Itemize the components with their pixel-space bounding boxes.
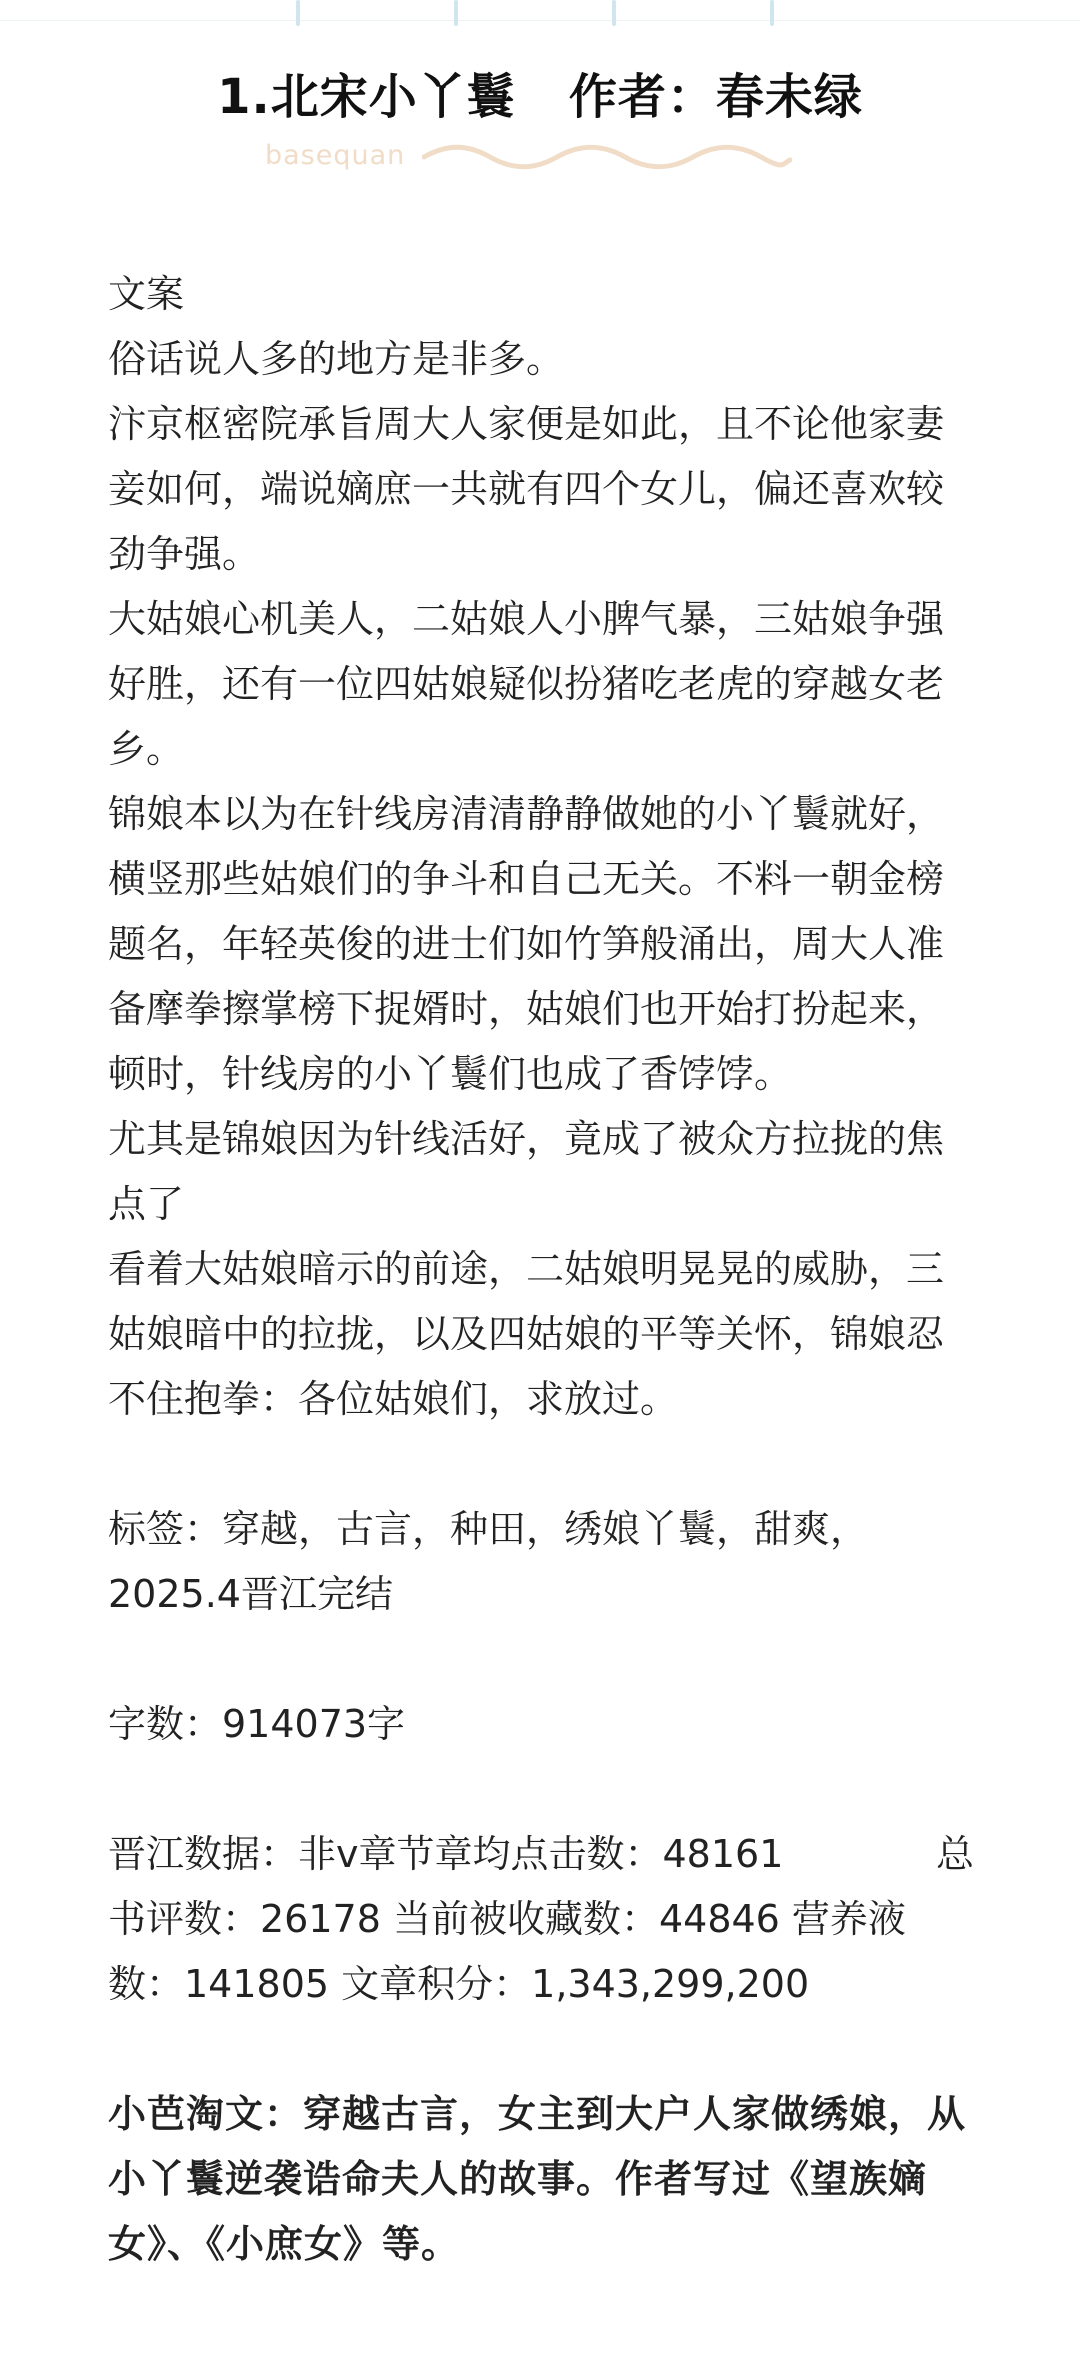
paragraph: 俗话说人多的地方是非多。 bbox=[108, 337, 565, 381]
stats-line bbox=[108, 1822, 974, 1887]
article-body bbox=[108, 262, 974, 2277]
section-label: 文案 bbox=[108, 272, 185, 316]
divider-tick bbox=[612, 0, 616, 26]
paragraph: 尤其是锦娘因为针线活好，竟成了被众方拉拢的焦点了 bbox=[108, 1117, 945, 1226]
top-divider bbox=[0, 0, 1080, 21]
stats-line: 书评数：26178 当前被收藏数：44846 营养液 bbox=[108, 1897, 906, 1941]
divider-tick bbox=[770, 0, 774, 26]
wave-decoration-icon bbox=[422, 142, 792, 172]
stats-text: 总 bbox=[935, 1832, 974, 1876]
review-text: 小芭淘文：穿越古言，女主到大户人家做绣娘，从小丫鬟逆袭诰命夫人的故事。作者写过《望族嫡女》、《小庶女》等。 bbox=[108, 2092, 967, 2266]
paragraph: 看着大姑娘暗示的前途，二姑娘明晃晃的威胁，三姑娘暗中的拉拢，以及四姑娘的平等关怀，锦娘忍不住抱拳：各位姑娘们，求放过。 bbox=[108, 1247, 945, 1421]
divider-tick bbox=[296, 0, 300, 26]
divider-tick bbox=[454, 0, 458, 26]
page-title: 1.北宋小丫鬟 作者：春未绿 bbox=[217, 69, 863, 125]
paragraph: 锦娘本以为在针线房清清静静做她的小丫鬟就好，横竖那些姑娘们的争斗和自己无关。不料一朝金榜题名，年轻英俊的进士们如竹笋般涌出，周大人准备摩拳擦掌榜下捉婿时，姑娘们也开始打扮起来，顿时，针线房的小丫鬟们也成了香饽饽。 bbox=[108, 792, 945, 1096]
tags-line: 2025.4晋江完结 bbox=[108, 1572, 393, 1616]
paragraph: 大姑娘心机美人，二姑娘人小脾气暴，三姑娘争强好胜，还有一位四姑娘疑似扮猪吃老虎的穿越女老乡。 bbox=[108, 597, 945, 771]
tags-line: 标签：穿越，古言，种田，绣娘丫鬟，甜爽， bbox=[108, 1507, 869, 1551]
stats-text: 晋江数据：非v章节章均点击数：48161 bbox=[108, 1832, 784, 1876]
stats-line: 数：141805 文章积分：1,343,299,200 bbox=[108, 1962, 810, 2006]
paragraph: 汴京枢密院承旨周大人家便是如此，且不论他家妻妾如何，端说嫡庶一共就有四个女儿，偏还喜欢较劲争强。 bbox=[108, 402, 945, 576]
watermark-text: basequan bbox=[265, 140, 406, 171]
word-count: 字数：914073字 bbox=[108, 1702, 406, 1746]
